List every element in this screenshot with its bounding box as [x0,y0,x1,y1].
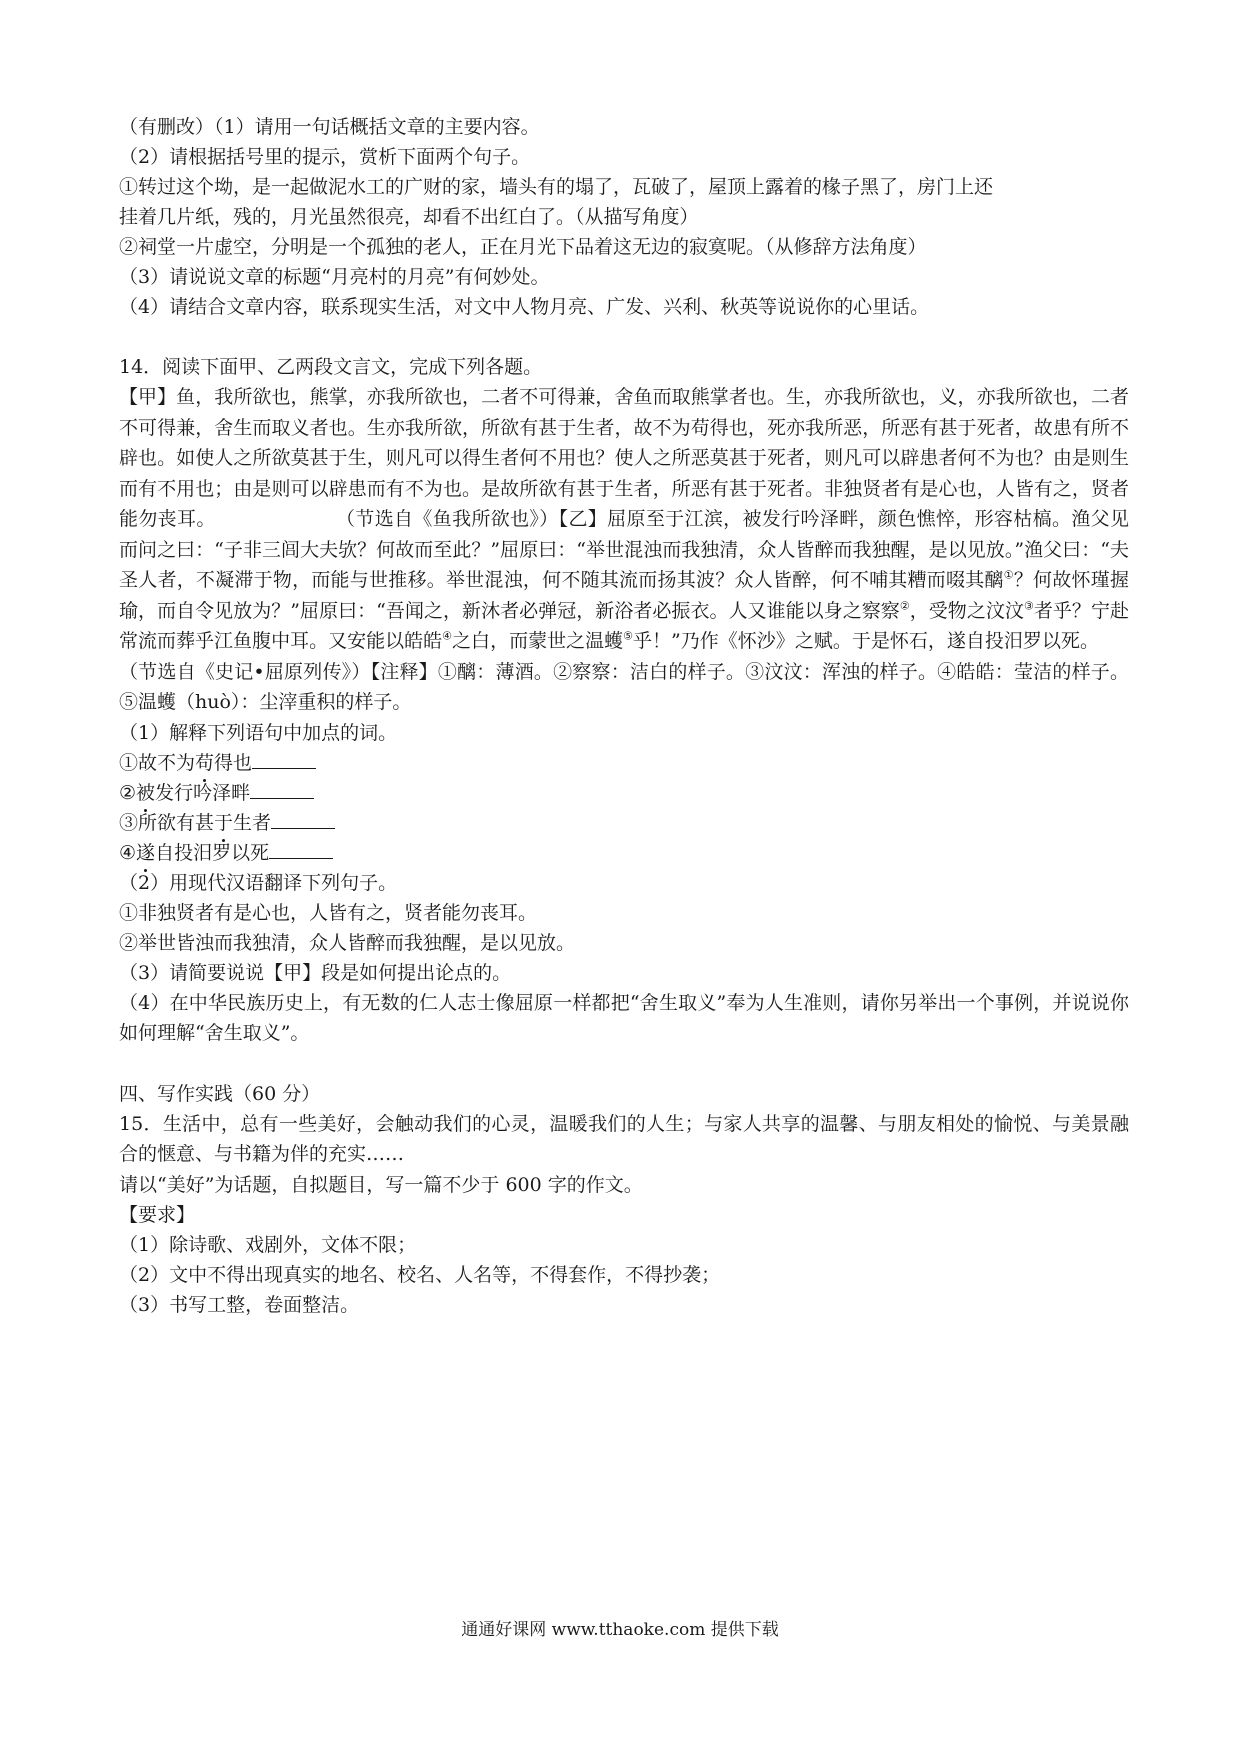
q14-sub4: （4）在中华民族历史上，有无数的仁人志士像屈原一样都把“舍生取义”奉为人生准则，请你另举出一个事例，并说说你如何理解“舍生取义”。 [119,991,1129,1044]
requirement-1: （1）除诗歌、戏剧外，文体不限； [119,1233,417,1256]
answer-blank-4[interactable] [269,838,333,859]
q14-passages [119,382,1129,718]
footnote-mark-1: ① [1003,568,1014,582]
writing-section-title: 四、写作实践（60 分） [119,1082,321,1105]
q13-tail [119,112,1129,322]
requirement-3: （3）书写工整，卷面整洁。 [119,1293,360,1316]
q13-q3: （3）请说说文章的标题“月亮村的月亮”有何妙处。 [119,266,550,288]
q13-q4: （4）请结合文章内容，联系现实生活，对文中人物月亮、广发、兴利、秋英等说说你的心里话。 [119,296,930,318]
footnote-mark-2: ② [899,599,910,613]
dotted-word-4: 遂 [136,838,155,868]
q13-sentence1-line2: 挂着几片纸，残的，月光虽然很亮，却看不出红白了。（从描写角度） [119,206,699,228]
passage-b-part2: ？何故怀瑾握瑜，而自令见放为？”屈原曰：“吾闻之，新沐者必弹冠，新浴者必振衣。人又谁能以身之察察 [119,569,1129,622]
q14-title: 14．阅读下面甲、乙两段文言文，完成下列各题。 [119,356,543,378]
passage-b-part6: 乎！”乃作《怀沙》之赋。于是怀石，遂自投汨罗以死。 [633,630,1099,652]
footnote-mark-4: ④ [442,629,453,643]
dotted-word-2: 被 [136,778,155,808]
answer-blank-2[interactable] [250,778,314,799]
word-item-2: ②被发行吟泽畔 [119,778,1129,808]
word-item-3: ③所欲有甚于生者 [119,808,1129,838]
passage-b-part1: 【乙】屈原至于江滨，被发行吟泽畔，颜色憔悴，形容枯槁。渔父见而问之曰：“子非三闾大夫欤？何故而至此？”屈原曰：“举世混浊而我独清，众人皆醉而我独醒，是以见放。”渔父曰：“夫圣人者，不凝滞于物，而能与世推移。举世混浊，何不随其流而扬其波？众人皆醉，何不哺其糟而啜其醨 [119,508,1129,591]
passage-a: 【甲】鱼，我所欲也，熊掌，亦我所欲也，二者不可得兼，舍鱼而取熊掌者也。生，亦我所欲也，义，亦我所欲也，二者不可得兼，舍生而取义者也。生亦我所欲，所欲有甚于生者，故不为苟得也，死亦我所恶，所恶有甚于死者，故患有所不辟也。如使人之所欲莫甚于生，则凡可以得生者何不用也？使人之所恶莫甚于死者，则凡可以辟患者何不为也？由是则生而有不用也；由是则可以辟患而有不为也。是故所欲有甚于生者，所恶有甚于死者。非独贤者有是心也，人皆有之，贤者能勿丧耳。 [119,386,1129,530]
translate-item-1: ①非独贤者有是心也，人皆有之，贤者能勿丧耳。 [119,901,538,924]
footnote-mark-5: ⑤ [623,629,634,643]
q14-sub1-title: （1）解释下列语句中加点的词。 [119,721,398,744]
page-footer: 通通好课网 www.tthaoke.com 提供下载 [461,1620,779,1640]
annotations: 【注释】①醨：薄酒。②察察：洁白的样子。③汶汶：浑浊的样子。④皓皓：莹洁的样子。⑤温蠖（huò）：尘滓重积的样子。 [119,660,1129,713]
requirement-2: （2）文中不得出现真实的地名、校名、人名等，不得套作，不得抄袭； [119,1263,721,1286]
writing-section [119,1079,1129,1320]
passage-b-part3: ，受物之汶汶 [909,599,1024,622]
answer-blank-3[interactable] [271,808,335,829]
q13-sentence2: ②祠堂一片虚空，分明是一个孤独的老人，正在月光下品着这无边的寂寞呢。（从修辞方法角度） [119,236,927,258]
writing-prompt: 15．生活中，总有一些美好，会触动我们的心灵，温暖我们的人生；与家人共享的温馨、与朋友相处的愉悦、与美景融合的惬意、与书籍为伴的充实…… [119,1112,1129,1165]
source-a: （节选自《鱼我所欲也》） [335,508,559,530]
passage-b-part5: 之白，而蒙世之温蠖 [452,630,624,652]
word-item-1: ①故不为苟得也 [119,748,1129,778]
answer-blank-1[interactable] [252,748,316,769]
q13-q2: （2）请根据括号里的提示，赏析下面两个句子。 [119,146,531,168]
source-b: （节选自《史记•屈原列传》） [119,660,371,683]
requirements-title: 【要求】 [119,1203,196,1226]
page-content [119,112,1129,1320]
dotted-word-3: 于 [214,808,233,838]
translate-item-2: ②举世皆浊而我独清，众人皆醉而我独醒，是以见放。 [119,931,576,954]
q13-note-q1: （有删改）（1）请用一句话概括文章的主要内容。 [119,116,540,138]
q14-sub2-title: （2）用现代汉语翻译下列句子。 [119,871,398,894]
q14-sub3: （3）请简要说说【甲】段是如何提出论点的。 [119,961,512,984]
passage-b-part4: 者乎？宁赴常流而葬乎江鱼腹中耳。又安能以皓皓 [119,599,1129,652]
q14 [119,352,1129,1049]
q13-sentence1-line1: ①转过这个坳，是一起做泥水工的广财的家，墙头有的塌了，瓦破了，屋顶上露着的椽子黑了，房门上还 [119,176,994,198]
footnote-mark-3: ③ [1023,599,1034,613]
word-item-4: ④遂自投汨罗以死 [119,838,1129,868]
dotted-word-1: 苟 [195,748,214,778]
writing-task: 请以“美好”为话题，自拟题目，写一篇不少于 600 字的作文。 [119,1173,643,1196]
